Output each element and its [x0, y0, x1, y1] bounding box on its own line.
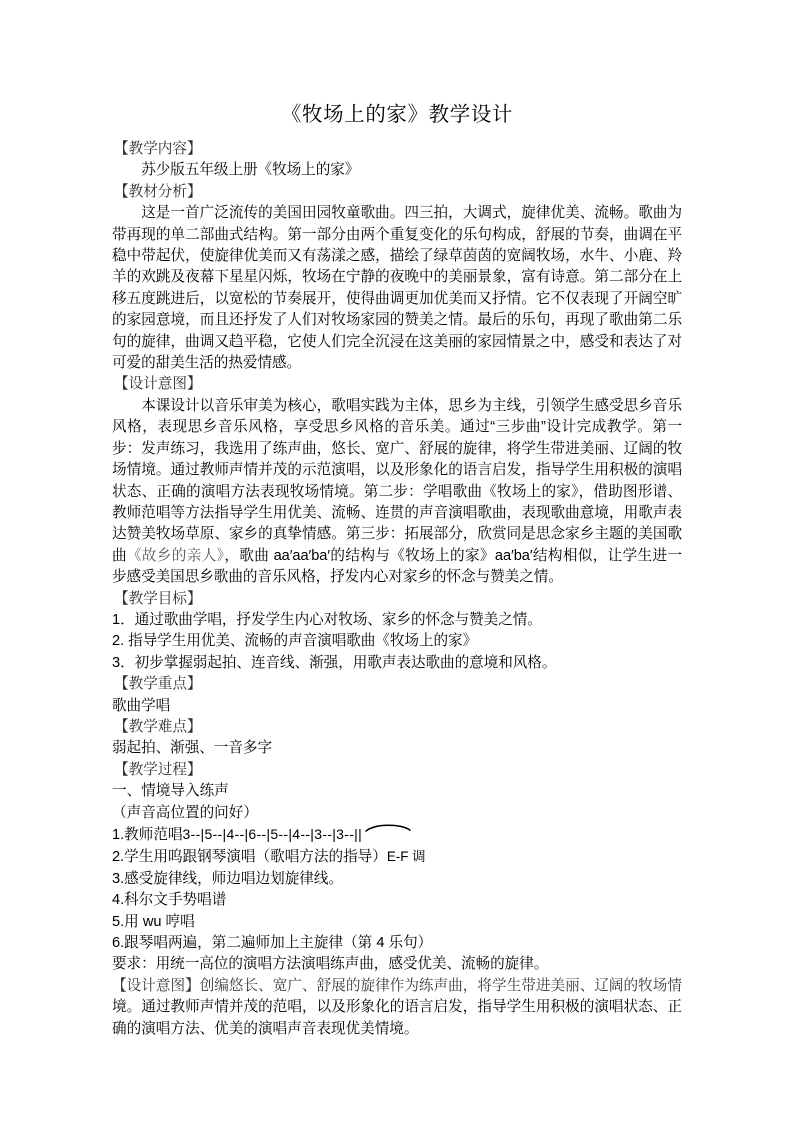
material-analysis-text: 这是一首广泛流传的美国田园牧童歌曲。四三拍，大调式，旋律优美、流畅。歌曲为带再现的单二部曲式结构。第一部分由两个重复变化的乐句构成，舒展的节奏，曲调在平稳中带起伏，使旋律优美而又有荡漾之感，描绘了绿草茵茵的宽阔牧场，水牛、小鹿、羚羊的欢跳及夜幕下星星闪烁，牧场在宁静的夜晚中的美丽景象，富有诗意。第二部分在上移五度跳进后，以宽松的节奏展开，使得曲调更加优美而又抒情。它不仅表现了开阔空旷的家园意境，而且还抒发了人们对牧场家园的赞美之情。最后的乐句，再现了歌曲第二乐句的旋律，曲调又趋平稳，它使人们完全沉浸在这美丽的家园情景之中，感受和表达了对可爱的甜美生活的热爱情感。: [112, 205, 682, 372]
process-design-intent-lead: 【设计意图】创编悠长、宽广、舒展的旋律作为练声曲，将学生带进美丽、辽阔的牧场情: [112, 977, 682, 994]
process-step-label: 2.学生用呜跟钢琴演唱（歌唱方法的指导）: [112, 849, 387, 866]
section-heading-teaching-goals: 【教学目标】: [114, 590, 202, 607]
page-title: 《牧场上的家》教学设计: [280, 104, 514, 126]
teaching-difficulty-text: 弱起拍、渐强、一音多字: [112, 740, 272, 757]
design-intent-part-two: ，歌曲 aa′aa′ba′的结构与《牧场上的家》aa′ba′结构相似，让学生进一步感受美国思乡歌曲的音乐风格，抒发内心对家乡的怀念与赞美之情。: [112, 547, 683, 586]
design-intent-text: [112, 396, 682, 589]
teaching-focus-text: 歌曲学唱: [112, 697, 171, 714]
teaching-goal-item: 2. 指导学生用优美、流畅的声音演唱歌曲《牧场上的家》: [112, 633, 478, 650]
referenced-song-title: 《故乡的亲人》: [126, 547, 225, 564]
process-part-heading: 一、情境导入练声: [112, 783, 229, 800]
process-step: [112, 846, 682, 868]
section-heading-teaching-difficulty: 【教学难点】: [114, 718, 202, 735]
section-heading-material-analysis: 【教材分析】: [114, 183, 202, 200]
process-step-label: 1.教师范唱: [112, 827, 183, 843]
process-step: 3.感受旋律线，师边唱边划旋律线。: [112, 870, 344, 887]
teaching-content-text: 苏少版五年级上册《牧场上的家》: [141, 162, 360, 179]
process-requirement: 要求：用统一高位的演唱方法演唱练声曲，感受优美、流畅的旋律。: [112, 956, 549, 973]
music-notation: 3--|5--|4--|6--|5--|4--|3--|3--||: [182, 826, 363, 842]
design-intent-part-one: 本课设计以音乐审美为核心，歌唱实践为主体，思乡为主线，引领学生感受思乡音乐风格，表现思乡音乐风格，享受思乡风格的音乐美。通过“三步曲”设计完成教学。第一步：发声练习，我选用了练声曲，悠长、宽广、舒展的旋律，将学生带进美丽、辽阔的牧场情境。通过教师声情并茂的示范演唱，以及形象化的语言启发，指导学生用积极的演唱状态、正确的演唱方法表现牧场情境。第二步：学唱歌曲《牧场上的家》，借助图形谱、教师范唱等方法指导学生用优美、流畅、连贯的声音演唱歌曲，表现歌曲意境，用歌声表达赞美牧场草原、家乡的真挚情感。第三步：拓展部分，欣赏同是思念家乡主题的美国歌曲: [112, 397, 682, 564]
document-body: [112, 100, 682, 1040]
process-step: 5.用 wu 哼唱: [112, 913, 195, 930]
slur-arc-icon: [365, 823, 411, 832]
process-step: 4.科尔文手势唱谱: [112, 892, 227, 909]
process-step: 6.跟琴唱两遍，第二遍师加上主旋律（第 4 乐句）: [112, 935, 433, 952]
process-part-subtitle: （声音高位置的问好）: [112, 804, 258, 821]
section-heading-teaching-process: 【教学过程】: [114, 761, 202, 778]
process-design-intent-rest: 境。通过教师声情并茂的范唱，以及形象化的语言启发，指导学生用积极的演唱状态、正确的演唱方法、优美的演唱声音表现优美情境。: [112, 999, 682, 1037]
teaching-goal-item: 1．通过歌曲学唱，抒发学生内心对牧场、家乡的怀念与赞美之情。: [112, 611, 542, 628]
process-design-intent: [112, 976, 682, 1040]
section-heading-design-intent: 【设计意图】: [114, 376, 202, 393]
section-heading-teaching-focus: 【教学重点】: [114, 676, 202, 693]
section-heading-teaching-content: 【教学内容】: [114, 141, 202, 157]
process-step-notation: [112, 824, 682, 846]
teaching-goal-item: 3．初步掌握弱起拍、连音线、渐强，用歌声表达歌曲的意境和风格。: [112, 654, 557, 671]
process-step-key: E-F 调: [386, 849, 426, 865]
